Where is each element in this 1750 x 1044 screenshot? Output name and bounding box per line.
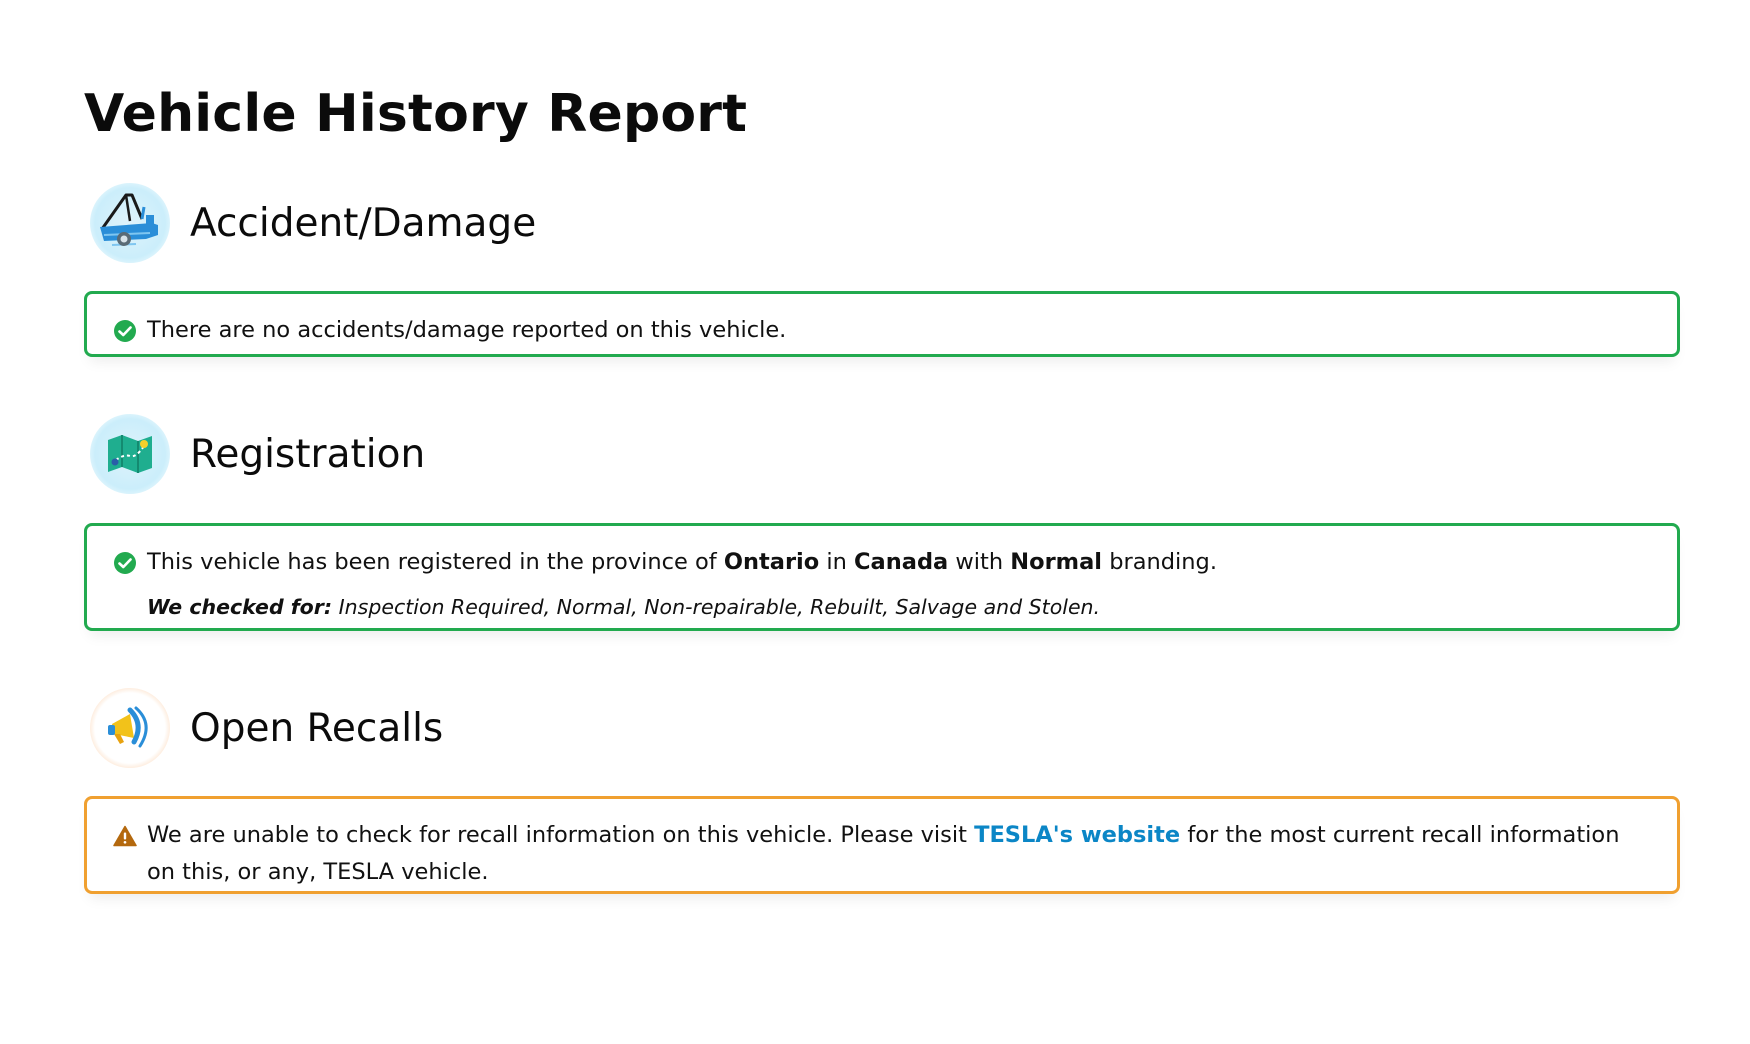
registration-message-prefix: This vehicle has been registered in the province of xyxy=(147,549,717,575)
section-title-recalls: Open Recalls xyxy=(190,705,444,751)
map-icon xyxy=(90,414,170,494)
registration-status-message xyxy=(147,544,1651,581)
registration-joiner-in: in xyxy=(826,549,847,575)
section-header-recalls xyxy=(90,688,443,768)
accident-status-message: There are no accidents/damage reported on this vehicle. xyxy=(147,317,787,343)
check-circle-icon xyxy=(111,549,139,577)
warning-triangle-icon xyxy=(111,822,139,850)
recalls-message-suffix: for the most current recall information on this, or any, TESLA vehicle. xyxy=(147,822,1620,885)
check-circle-icon xyxy=(111,317,139,345)
registration-checked-for xyxy=(147,591,1651,623)
section-title-accident: Accident/Damage xyxy=(190,200,537,246)
checked-for-label: We checked for: xyxy=(147,595,333,619)
registration-message-suffix: branding. xyxy=(1109,549,1217,575)
section-title-registration: Registration xyxy=(190,431,426,477)
recalls-message-prefix: We are unable to check for recall information on this vehicle. Please visit xyxy=(147,822,967,848)
recalls-status-box xyxy=(84,796,1680,894)
tesla-website-link[interactable]: TESLA's website xyxy=(974,822,1181,848)
registration-province: Ontario xyxy=(723,549,820,575)
checked-for-items: Inspection Required, Normal, Non-repairable, Rebuilt, Salvage and Stolen. xyxy=(338,595,1101,619)
accident-status-box xyxy=(84,291,1680,357)
section-header-accident xyxy=(90,183,536,263)
registration-branding: Normal xyxy=(1010,549,1103,575)
megaphone-icon xyxy=(90,688,170,768)
recalls-status-message xyxy=(147,817,1651,891)
tow-truck-icon xyxy=(90,183,170,263)
registration-status-box xyxy=(84,523,1680,631)
registration-country: Canada xyxy=(854,549,949,575)
section-header-registration xyxy=(90,414,425,494)
page-title: Vehicle History Report xyxy=(84,84,748,144)
registration-joiner-with: with xyxy=(955,549,1004,575)
